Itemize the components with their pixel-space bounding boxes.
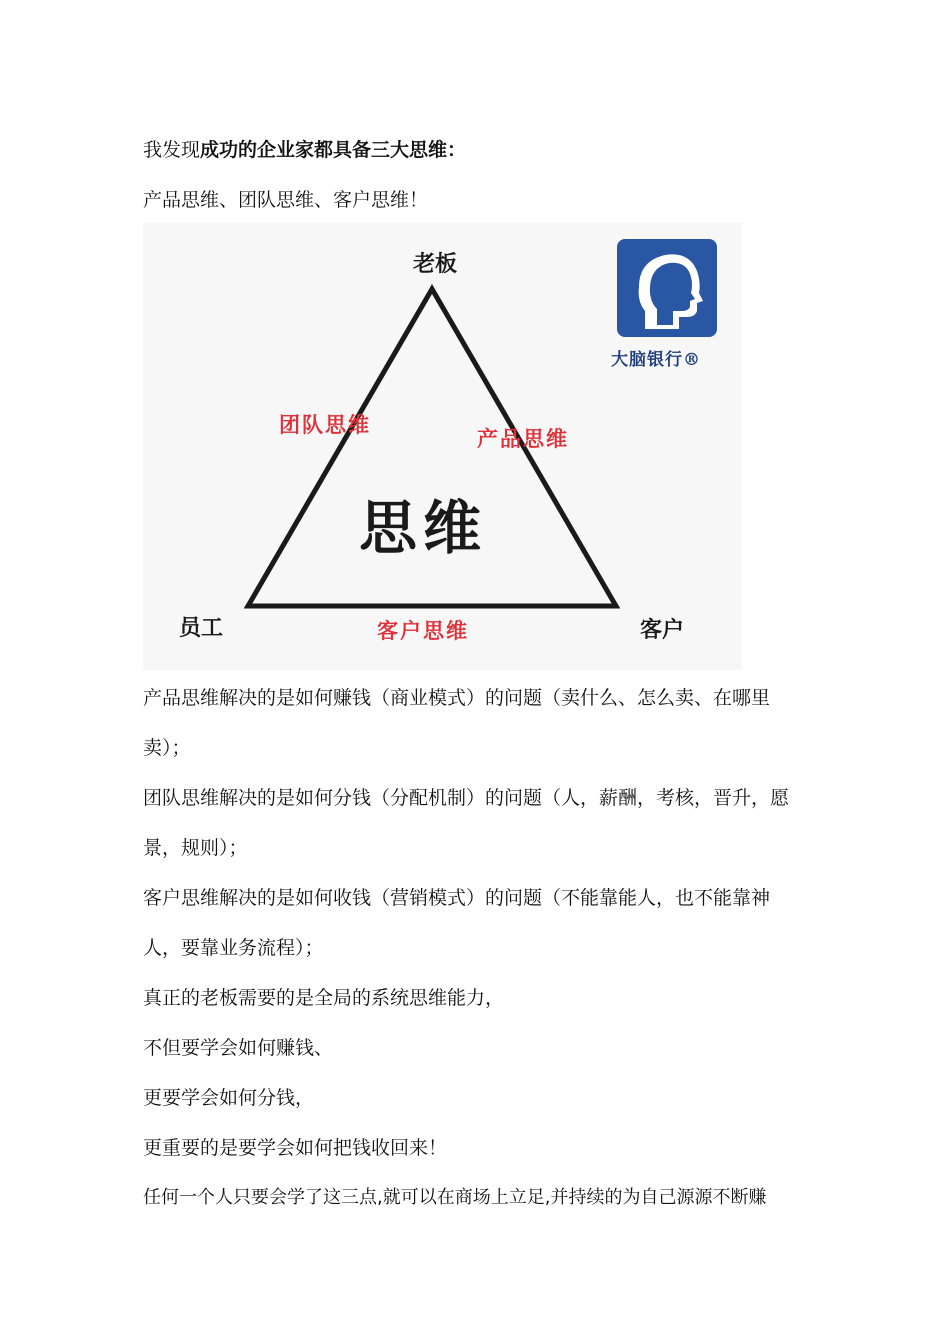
brand-logo [617,239,717,337]
left-vertex-label: 员工 [179,615,224,641]
intro-prefix: 我发现 [143,139,201,161]
paragraph-line: 更要学会如何分钱， [143,1087,315,1109]
paragraph-line: 团队思维解决的是如何分钱（分配机制）的问题（人，薪酬，考核，晋升，愿 [143,787,790,809]
paragraph-line: 产品思维解决的是如何赚钱（商业模式）的问题（卖什么、怎么卖、在哪里 [143,687,771,709]
head-profile-logo-icon [617,239,717,337]
bottom-edge-label: 客户思维 [377,618,469,643]
paragraph-line: 卖）； [143,737,191,759]
intro-line-2: 产品思维、团队思维、客户思维！ [143,189,429,211]
center-label: 思维 [359,494,488,562]
paragraph-line: 任何一个人只要会学了这三点,就可以在商场上立足,并持续的为自己源源不断赚 [143,1187,767,1208]
brand-logo-text: 大脑银行® [611,350,701,370]
left-edge-label: 团队思维 [279,412,371,437]
intro-bold-text: 成功的企业家都具备三大思维： [200,139,467,161]
paragraph-line: 更重要的是要学会如何把钱收回来！ [143,1137,448,1159]
right-edge-label: 产品思维 [477,426,569,451]
intro-line-1 [143,138,466,162]
paragraph-line: 景，规则）； [143,837,248,859]
paragraph-line: 人，要靠业务流程）； [143,937,324,959]
paragraph-line: 真正的老板需要的是全局的系统思维能力， [143,987,505,1009]
paragraph-line: 不但要学会如何赚钱、 [143,1037,334,1059]
top-vertex-label: 老板 [413,251,458,277]
thinking-triangle-figure [143,223,742,670]
paragraph-line: 客户思维解决的是如何收钱（营销模式）的问题（不能靠能人，也不能靠神 [143,887,771,909]
right-vertex-label: 客户 [640,617,685,643]
